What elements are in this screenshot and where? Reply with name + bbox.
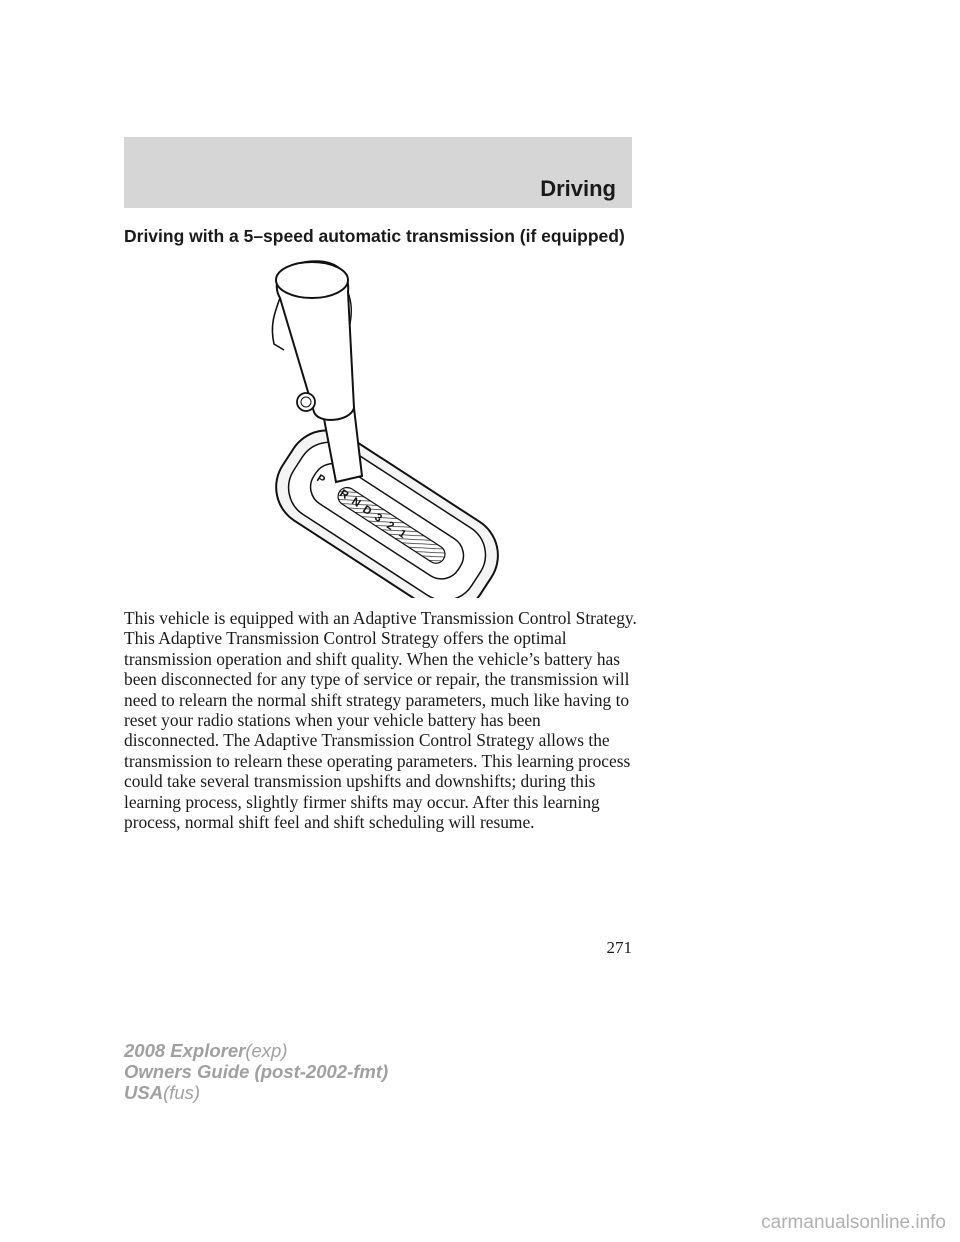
section-title: Driving (540, 176, 616, 201)
document-footer (124, 1040, 388, 1103)
footer-line-2 (124, 1061, 388, 1082)
footer-guide-format: Owners Guide (post-2002-fmt) (124, 1061, 389, 1082)
footer-model-code: (exp) (245, 1040, 288, 1061)
footer-market: USA (124, 1082, 164, 1103)
footer-market-code: (fus) (163, 1082, 201, 1103)
gear-label-p: P (314, 472, 328, 487)
gear-label-d: D (360, 503, 374, 518)
footer-line-3 (124, 1082, 388, 1103)
section-header-band (124, 137, 632, 208)
gear-label-r: R (337, 487, 351, 502)
gear-shifter-illustration (262, 254, 502, 598)
gear-label-n: N (349, 495, 363, 510)
body-paragraph: This vehicle is equipped with an Adaptive Transmission Control Strategy. This Adaptive Transmission Control Strategy offers the optimal transmission operation and shift quality. When the vehicle’s battery has been disconnected for any type of service or repair, the transmission will need to relearn the normal shift strategy parameters, much like having to reset your radio stations when your vehicle battery has been disconnected. The Adaptive Transmission Control Strategy allows the transmission to relearn these operating parameters. This learning process could take several transmission upshifts and downshifts; during this learning process, slightly firmer shifts may occur. After this learning process, normal shift feel and shift scheduling will resume. (124, 608, 637, 833)
overdrive-button (297, 393, 315, 411)
page-number: 271 (606, 938, 632, 957)
gear-label-2: 2 (384, 519, 397, 533)
gear-label-1: 1 (396, 527, 409, 541)
footer-model: 2008 Explorer (124, 1040, 246, 1061)
shifter-knob-top (276, 262, 348, 298)
watermark: carmanualsonline.info (761, 1212, 946, 1233)
footer-line-1 (124, 1040, 388, 1061)
gear-label-3: 3 (372, 511, 385, 525)
page-heading: Driving with a 5–speed automatic transmission (if equipped) (124, 226, 625, 246)
